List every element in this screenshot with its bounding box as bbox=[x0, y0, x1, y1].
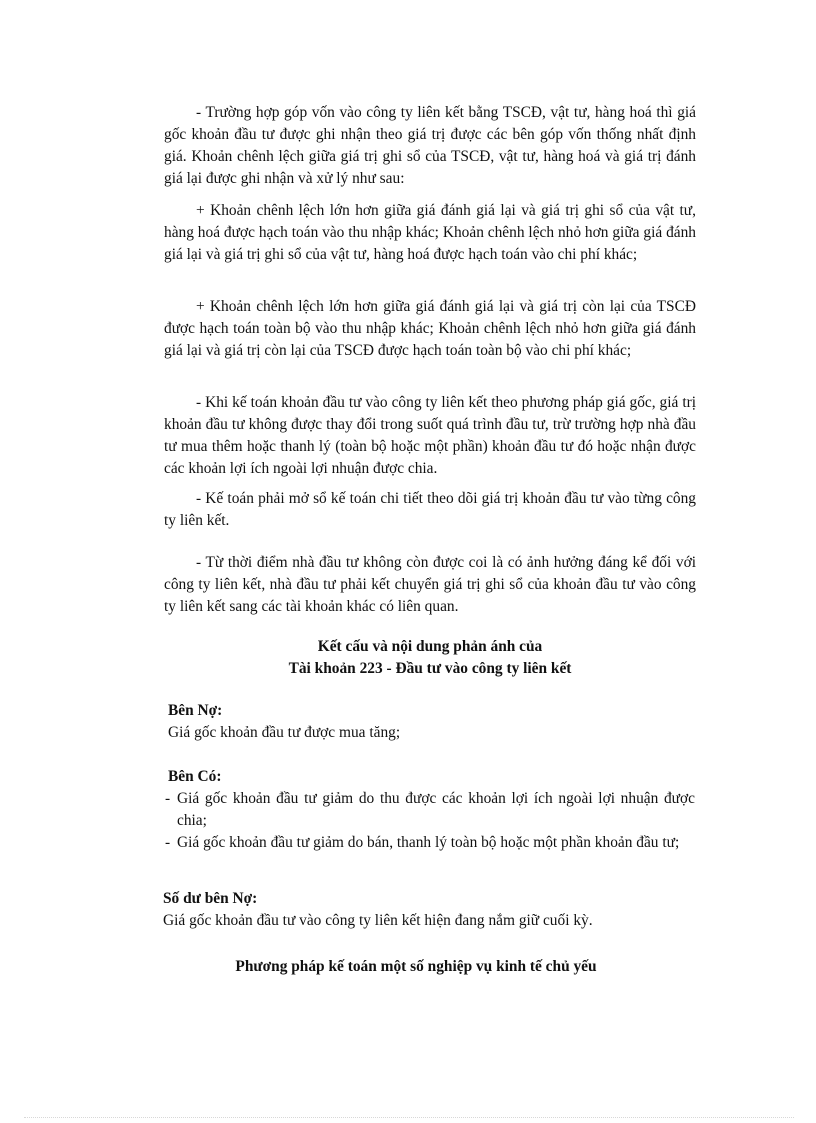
credit-section bbox=[165, 766, 695, 854]
credit-item-text: Giá gốc khoản đầu tư giảm do bán, thanh lý toàn bộ hoặc một phần khoản đầu tư; bbox=[177, 834, 680, 851]
page-bottom-divider bbox=[24, 1117, 794, 1118]
heading-account-title: Tài khoản 223 - Đầu tư vào công ty liên kết bbox=[288, 660, 572, 677]
heading-accounting-method: Phương pháp kế toán một số nghiệp vụ kinh tế chủ yếu bbox=[235, 958, 597, 975]
balance-text: Giá gốc khoản đầu tư vào công ty liên kết hiện đang nắm giữ cuối kỳ. bbox=[163, 912, 593, 929]
paragraph-fixed-asset-difference: + Khoản chênh lệch lớn hơn giữa giá đánh giá lại và giá trị còn lại của TSCĐ được hạch toán toàn bộ vào thu nhập khác; Khoản chênh lệch nhỏ hơn giữa giá đánh giá lại và giá trị còn lại của TSCĐ được hạch toán toàn bộ vào chi phí khác; bbox=[164, 298, 696, 359]
credit-title: Bên Có: bbox=[168, 768, 222, 785]
paragraph-materials-difference: + Khoản chênh lệch lớn hơn giữa giá đánh giá lại và giá trị ghi sổ của vật tư, hàng hoá được hạch toán vào thu nhập khác; Khoản chênh lệch nhỏ hơn giữa giá đánh giá lại và giá trị ghi sổ của vật tư, hàng hoá được hạch toán vào chi phí khác; bbox=[164, 202, 696, 263]
credit-item-text: Giá gốc khoản đầu tư giảm do thu được các khoản lợi ích ngoài lợi nhuận được chia; bbox=[177, 790, 695, 829]
paragraph-capital-contribution: - Trường hợp góp vốn vào công ty liên kết bằng TSCĐ, vật tư, hàng hoá thì giá gốc khoản đầu tư được ghi nhận theo giá trị được các bên góp vốn thống nhất định giá. Khoản chênh lệch giữa giá trị ghi sổ của TSCĐ, vật tư, hàng hoá và giá trị đánh giá lại được ghi nhận và xử lý như sau: bbox=[164, 104, 696, 187]
debit-text: Giá gốc khoản đầu tư được mua tăng; bbox=[168, 724, 401, 741]
dash-marker: - bbox=[165, 790, 171, 807]
paragraph-transfer-value: - Từ thời điểm nhà đầu tư không còn được coi là có ảnh hưởng đáng kể đối với công ty liên kết, nhà đầu tư phải kết chuyển giá trị ghi sổ của khoản đầu tư vào công ty liên kết sang các tài khoản khác có liên quan. bbox=[164, 554, 696, 615]
balance-title: Số dư bên Nợ: bbox=[163, 890, 258, 907]
debit-section bbox=[168, 700, 696, 744]
credit-item bbox=[165, 788, 695, 832]
dash-marker: - bbox=[165, 834, 171, 851]
debit-title: Bên Nợ: bbox=[168, 702, 223, 719]
credit-item bbox=[165, 832, 695, 854]
balance-section bbox=[163, 888, 696, 932]
paragraph-detail-ledger: - Kế toán phải mở sổ kế toán chi tiết theo dõi giá trị khoản đầu tư vào từng công ty liên kết. bbox=[164, 490, 696, 529]
heading-structure-line1: Kết cấu và nội dung phản ánh của bbox=[317, 638, 543, 655]
paragraph-cost-method: - Khi kế toán khoản đầu tư vào công ty liên kết theo phương pháp giá gốc, giá trị khoản đầu tư không được thay đổi trong suốt quá trình đầu tư, trừ trường hợp nhà đầu tư mua thêm hoặc thanh lý (toàn bộ hoặc một phần) khoản đầu tư đó hoặc nhận được các khoản lợi ích ngoài lợi nhuận được chia. bbox=[164, 394, 696, 477]
